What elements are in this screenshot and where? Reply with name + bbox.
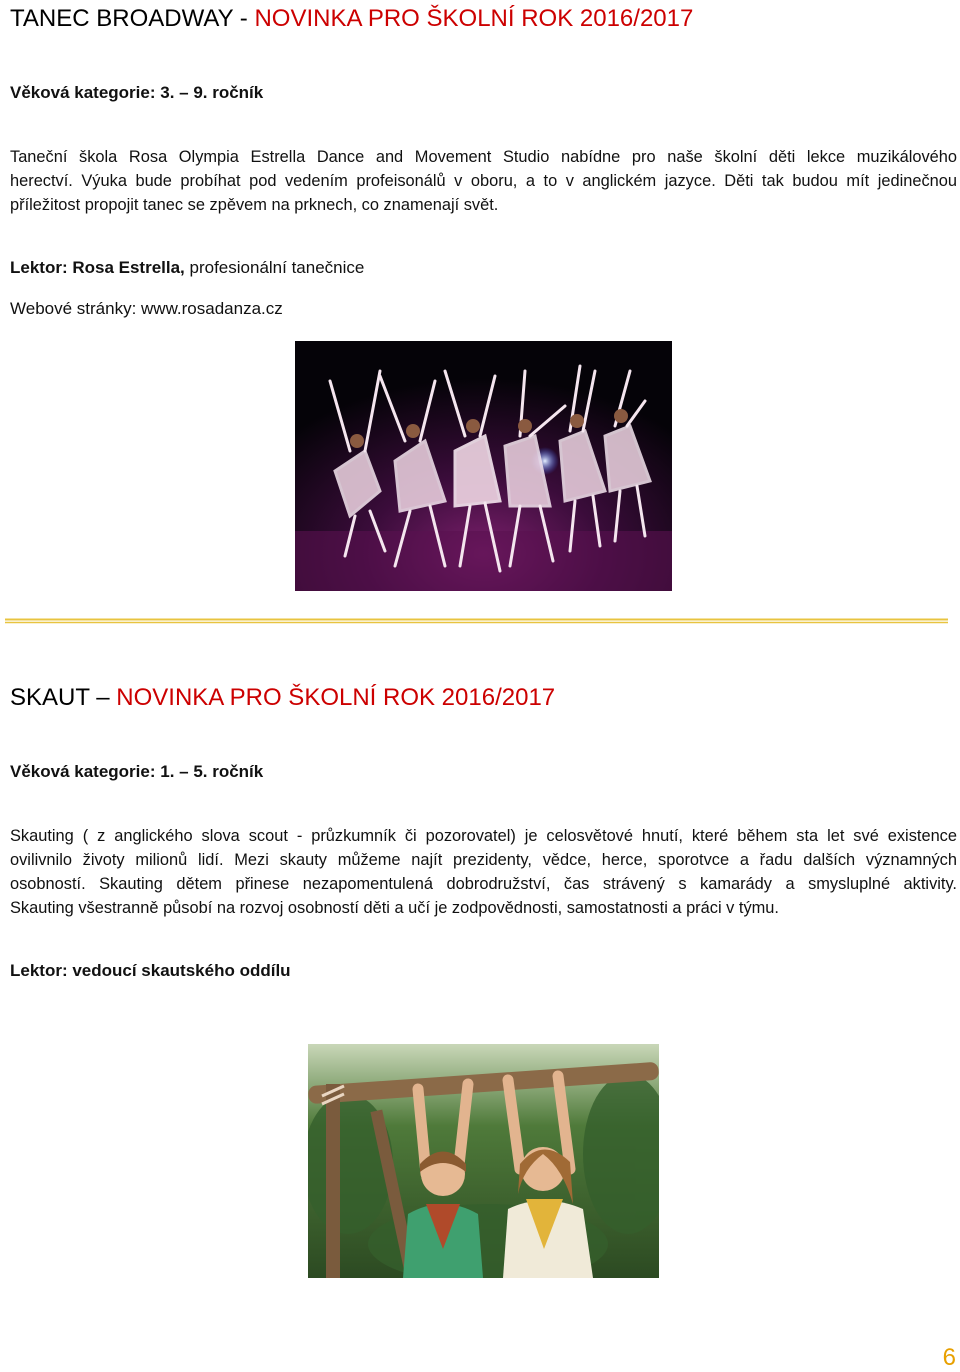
section1-lektor	[10, 258, 364, 278]
web-label: Webové stránky:	[10, 299, 142, 318]
section2-lektor: Lektor: vedoucí skautského oddílu	[10, 961, 291, 980]
page-number: 6	[942, 1344, 956, 1371]
web-link[interactable]: www.rosadanza.cz	[141, 299, 283, 318]
section-divider	[5, 618, 948, 624]
paragraph-line: Skauting všestranně působí na rozvoj osobností děti a učí je zodpovědnosti, samostatnosti a práci v týmu.	[10, 899, 779, 917]
paragraph-line: ovilivnilo životy milionů lidí. Mezi skauty můžeme najít prezidenty, vědce, herce, sporotvce a řadu dalších významných	[10, 851, 957, 869]
lektor-label: Lektor: Rosa Estrella,	[10, 258, 185, 277]
lektor-value: profesionální tanečnice	[184, 258, 365, 277]
section1-category: Věková kategorie: 3. – 9. ročník	[10, 83, 264, 102]
section1-title	[10, 5, 693, 33]
section1-paragraph	[10, 145, 957, 217]
scout-photo-illustration	[308, 1044, 659, 1278]
scout-photo	[308, 1044, 659, 1278]
paragraph-line: herectví. Výuka bude probíhat pod vedením profeisonálů v oboru, a to v anglickém jazyce. Děti tak budou mít jedinečnou	[10, 172, 957, 190]
section2-title-red: NOVINKA PRO ŠKOLNÍ ROK 2016/2017	[116, 684, 556, 711]
section1-web	[10, 299, 283, 319]
paragraph-line: příležitost propojit tanec se zpěvem na prknech, co znamenají svět.	[10, 196, 499, 214]
section1-title-black: TANEC BROADWAY -	[10, 5, 255, 32]
section2-title	[10, 684, 555, 712]
section1-title-red: NOVINKA PRO ŠKOLNÍ ROK 2016/2017	[254, 5, 694, 32]
paragraph-line: osobností. Skauting dětem přinese nezapomentulená dobrodružství, čas strávený s kamarády a smysluplné aktivity.	[10, 875, 957, 893]
section2-category: Věková kategorie: 1. – 5. ročník	[10, 762, 264, 781]
dance-photo	[295, 341, 672, 591]
dance-photo-illustration	[295, 341, 672, 591]
paragraph-line: Skauting ( z anglického slova scout - průzkumník či pozorovatel) je celosvětové hnutí, které během sta let své existence	[10, 827, 957, 845]
paragraph-line: Taneční škola Rosa Olympia Estrella Dance and Movement Studio nabídne pro naše školní děti lekce muzikálového	[10, 148, 957, 166]
section2-paragraph	[10, 824, 957, 920]
section2-title-black: SKAUT –	[10, 684, 117, 711]
